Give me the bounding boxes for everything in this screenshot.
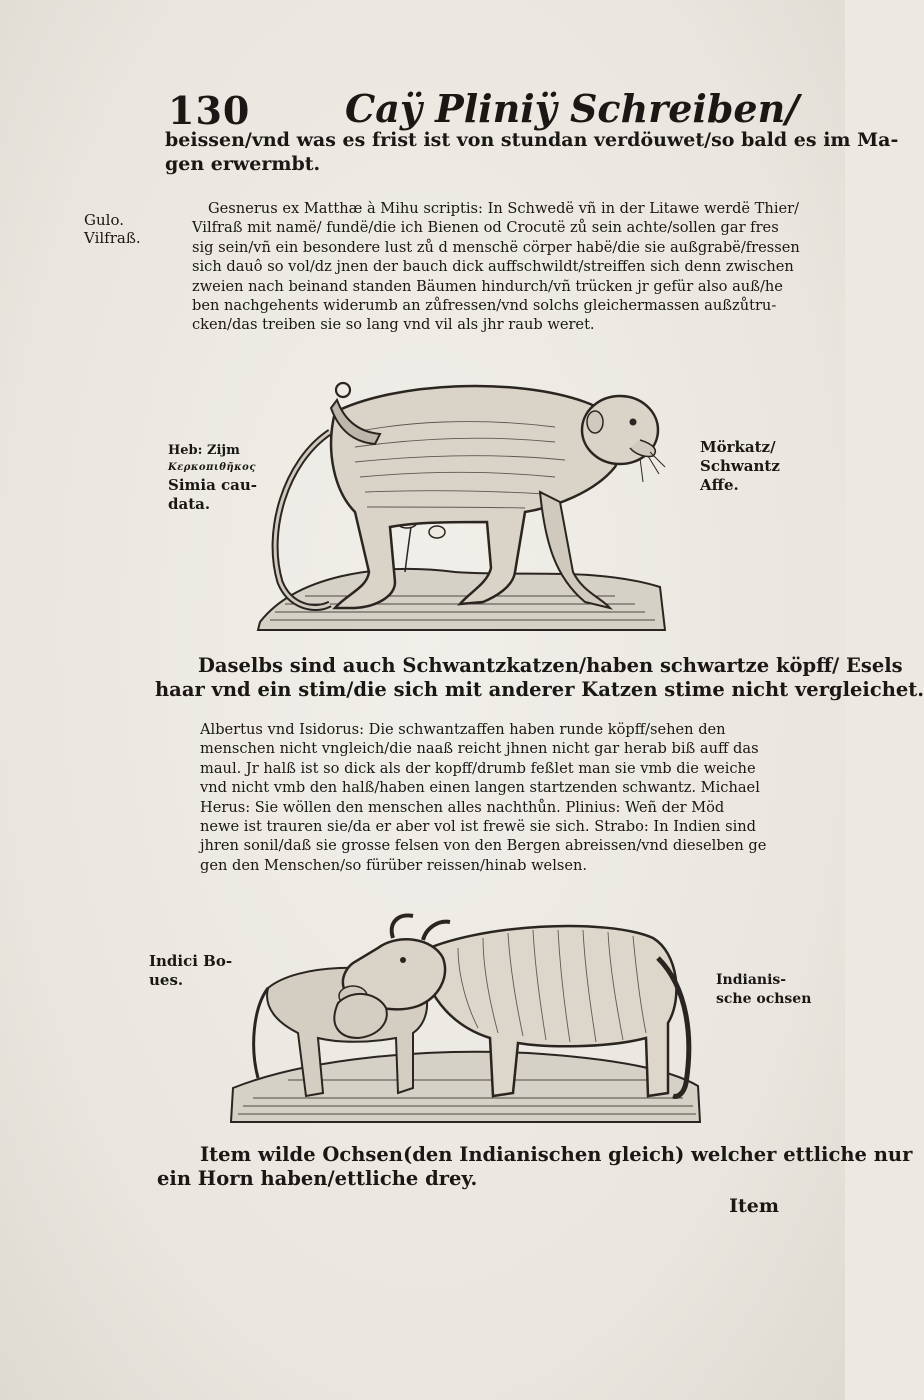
top-paragraph bbox=[165, 128, 898, 176]
oxen-left-labels bbox=[149, 952, 232, 990]
text-line: sig sein/vñ ein besondere lust zů d menschë cörper habë/die sie außgrabë/fressen bbox=[192, 238, 800, 256]
text-line: Daselbs sind auch Schwantzkatzen/haben schwartze köpff/ Esels bbox=[198, 654, 903, 677]
text-line: vnd nicht vmb den halß/haben einen langen startzenden schwantz. Michael bbox=[200, 779, 760, 797]
label-line: Indianis- bbox=[716, 972, 787, 988]
monkey-woodcut-illustration bbox=[255, 372, 675, 634]
text-line: Herus: Sie wöllen den menschen alles nachthůn. Plinius: Weñ der Möd bbox=[200, 798, 725, 816]
text-line: ben nachgehents widerumb an zůfressen/vnd solchs gleichermassen außzůtru- bbox=[192, 297, 777, 315]
label-line: Indici Bo- bbox=[149, 952, 233, 970]
albertus-paragraph bbox=[200, 720, 766, 875]
margin-note-gulo bbox=[84, 211, 141, 247]
text-line: Item wilde Ochsen(den Indianischen gleich) welcher ettliche nur bbox=[200, 1143, 913, 1166]
text-line: Vilfraß mit namë/ fundë/die ich Bienen od Crocutë zů sein achte/sollen gar fres bbox=[192, 219, 779, 237]
text-line: Albertus vnd Isidorus: Die schwantzaffen haben runde köpff/sehen den bbox=[200, 721, 726, 738]
margin-line: Vilfraß. bbox=[84, 229, 141, 247]
label-line: Simia cau- bbox=[168, 476, 258, 494]
label-line: Heb: Zijm bbox=[168, 443, 240, 458]
running-title: Caÿ Pliniÿ Schreiben/ bbox=[345, 86, 800, 131]
text-line: haar vnd ein stim/die sich mit anderer Katzen stime nicht vergleichet. bbox=[155, 678, 924, 701]
bottom-paragraph bbox=[157, 1143, 913, 1191]
label-line: Mörkatz/ bbox=[700, 438, 776, 456]
page-number: 130 bbox=[168, 88, 251, 133]
schwantzkatzen-heading bbox=[155, 654, 924, 702]
monkey-right-labels bbox=[700, 438, 780, 495]
monkey-left-labels bbox=[168, 442, 257, 514]
text-line: sich dauô so vol/dz jnen der bauch dick auffschwildt/streiffen sich denn zwischen bbox=[192, 258, 794, 276]
text-line: newe ist trauren sie/da er aber vol ist frewë sie sich. Strabo: In Indien sind bbox=[200, 818, 756, 836]
text-line: ein Horn haben/ettliche drey. bbox=[157, 1167, 478, 1190]
text-line: beissen/vnd was es frist ist von stundan verdöuwet/so bald es im Ma- bbox=[165, 129, 899, 151]
label-line: sche ochsen bbox=[716, 991, 812, 1007]
text-line: zweien nach beinand standen Bäumen hindurch/vñ trücken jr gefür also auß/he bbox=[192, 277, 783, 295]
catchword: Item bbox=[729, 1195, 779, 1217]
gesnerus-paragraph bbox=[192, 199, 800, 335]
text-line: Gesnerus ex Matthæ à Mihu scriptis: In Schwedë vñ in der Litawe werdë Thier/ bbox=[208, 200, 800, 217]
margin-line: Gulo. bbox=[84, 211, 124, 229]
oxen-right-labels bbox=[716, 971, 811, 1009]
text-line: maul. Jr halß ist so dick als der kopff/drumb feßlet man sie vmb die weiche bbox=[200, 759, 756, 777]
text-line: cken/das treiben sie so lang vnd vil als jhr raub weret. bbox=[192, 316, 595, 334]
oxen-woodcut-illustration bbox=[228, 908, 703, 1126]
label-line: Schwantz bbox=[700, 457, 780, 475]
label-line: data. bbox=[168, 495, 211, 513]
text-line: gen den Menschen/so fürüber reissen/hinab welsen. bbox=[200, 856, 588, 874]
label-line: Affe. bbox=[700, 476, 739, 494]
text-line: jhren sonil/daß sie grosse felsen von den Bergen abreissen/vnd dieselben ge bbox=[200, 837, 767, 855]
label-line: ues. bbox=[149, 971, 184, 989]
text-line: gen erwermbt. bbox=[165, 153, 321, 175]
text-line: menschen nicht vngleich/die naaß reicht jhnen nicht gar herab biß auff das bbox=[200, 740, 759, 758]
label-line-greek: Κερκοπιθῆκος bbox=[168, 462, 256, 473]
